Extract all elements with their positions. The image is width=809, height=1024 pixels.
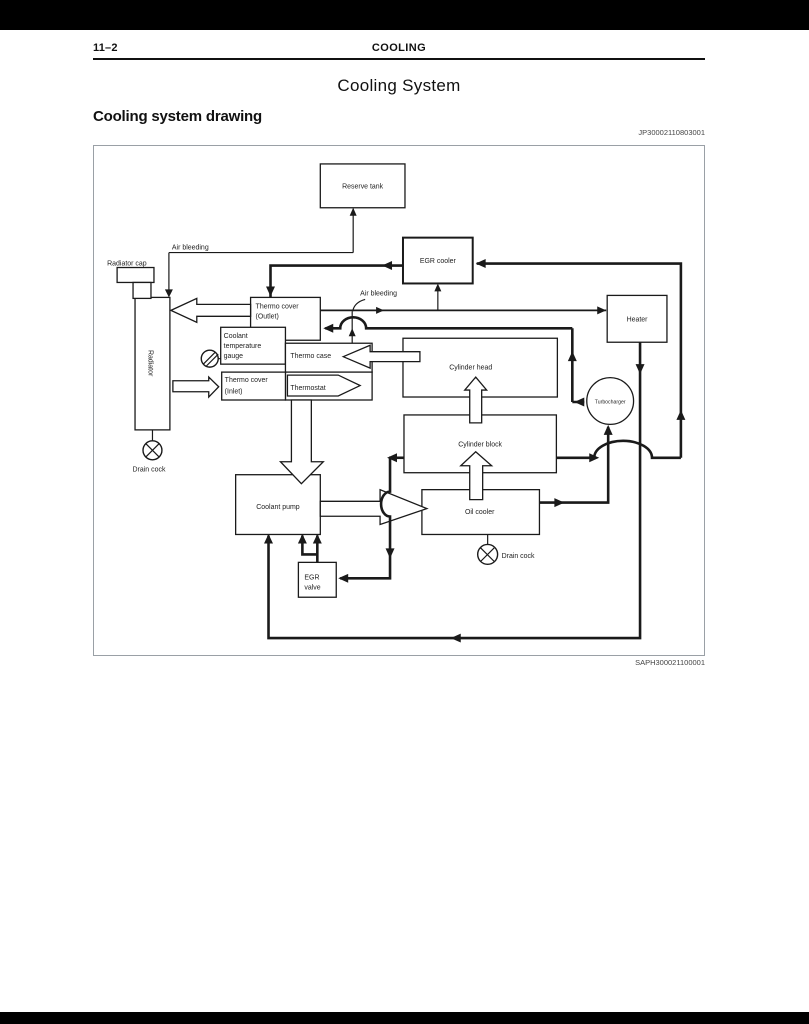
page-number: 11–2	[93, 42, 118, 54]
radiator-cap-top-shape	[117, 268, 154, 283]
thermo-cover-outlet-label-line2: (Outlet)	[255, 313, 279, 321]
thermostat-to-pump-hollow-arrow	[280, 400, 323, 484]
radiator-label: Radiator	[146, 349, 154, 377]
radiator-to-inlet-hollow-arrow	[173, 377, 219, 397]
radiator-cap-label: Radiator cap	[107, 260, 147, 268]
turbocharger-label: Turbocharger	[594, 399, 626, 406]
header-rule	[93, 58, 705, 60]
coolant-temp-gauge-label-line1: Coolant	[223, 333, 248, 341]
screenshot-bottom-bar	[0, 1012, 809, 1024]
cylinder-head-label: Cylinder head	[449, 364, 493, 372]
section-subtitle: Cooling system drawing	[93, 108, 262, 125]
radiator-cap-stem-shape	[133, 282, 151, 298]
oil-cooler-label: Oil cooler	[464, 509, 495, 517]
drain-cock-label-right: Drain cock	[501, 552, 535, 560]
thermo-cover-outlet-label-line1: Thermo cover	[255, 303, 299, 311]
figure-code-top: JP30002110803001	[638, 128, 705, 137]
reserve-tank-label: Reserve tank	[342, 183, 384, 191]
egr-valve-label-line2: valve	[304, 584, 321, 592]
coolant-temp-gauge-label-line2: temperature	[223, 343, 262, 351]
air-bleeding-label-left: Air bleeding	[171, 244, 209, 252]
drain-cock-label-left: Drain cock	[132, 466, 166, 474]
figure-code-bottom: SAPH300021100001	[635, 658, 705, 667]
coolant-pump-label: Coolant pump	[256, 504, 300, 512]
egr-valve-label-line1: EGR	[304, 574, 320, 582]
thermo-cover-inlet-label-line2: (Inlet)	[224, 388, 243, 396]
drain-cock-right-icon	[478, 534, 498, 564]
egr-cooler-label: EGR cooler	[419, 258, 456, 266]
cooling-system-diagram-frame	[93, 145, 705, 656]
cooling-system-diagram	[94, 146, 704, 655]
thermostat-label: Thermostat	[290, 385, 326, 393]
pump-to-oilcooler-hollow-arrow	[320, 490, 427, 525]
coolant-temp-gauge-label-line3: gauge	[223, 353, 244, 361]
page-title: Cooling System	[337, 76, 461, 95]
thermo-case-label: Thermo case	[290, 353, 332, 361]
cylinder-block-label: Cylinder block	[458, 441, 503, 449]
thermo-cover-inlet-label-line1: Thermo cover	[224, 377, 268, 385]
air-bleeding-label-right: Air bleeding	[360, 290, 397, 298]
outlet-to-radiator-hollow-arrow	[171, 298, 251, 322]
screenshot-top-bar	[0, 0, 809, 30]
heater-label: Heater	[626, 316, 648, 324]
section-header: COOLING	[371, 42, 427, 54]
coolant-temp-gauge-icon	[201, 350, 220, 367]
drain-cock-left-icon	[143, 430, 162, 460]
